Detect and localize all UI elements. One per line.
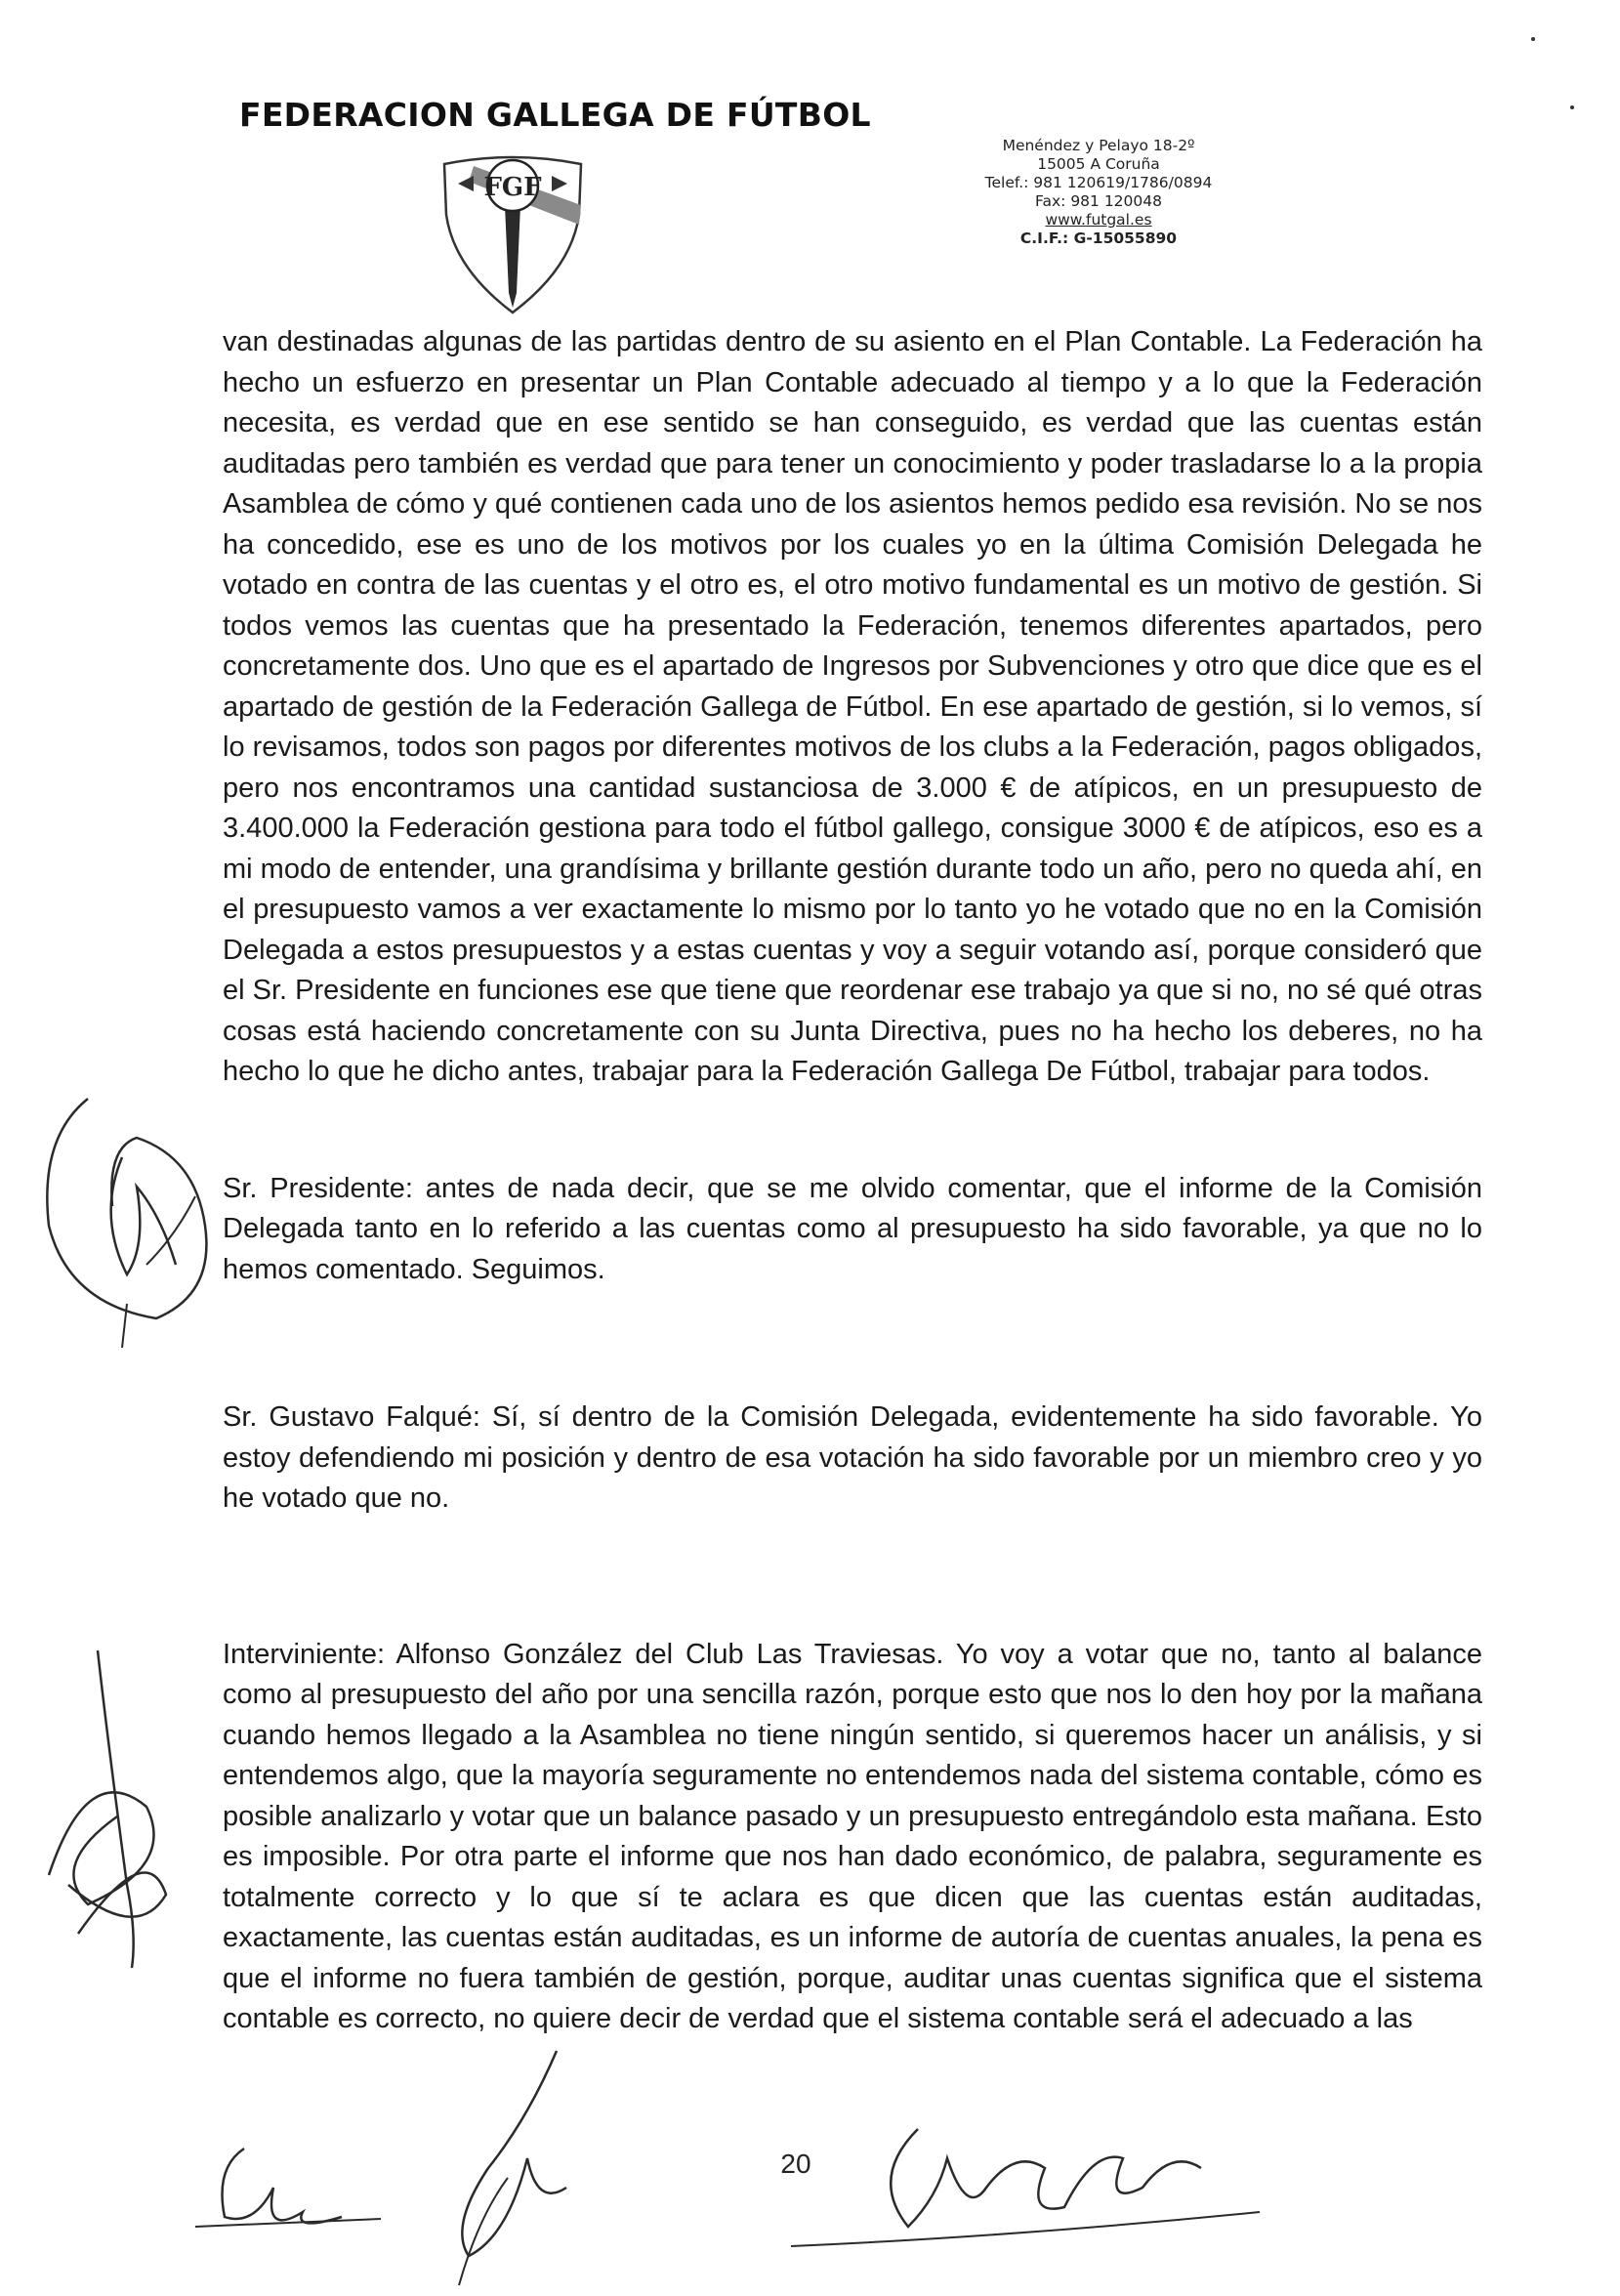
contact-cif: C.I.F.: G-15055890 [1019, 230, 1178, 247]
paragraph-interviniente: Interviniente: Alfonso González del Club Las Traviesas. Yo voy a votar que no, tanto al balance como al presupuesto del año por una sencilla razón, porque esto que nos lo den hoy por la mañana cuando hemos llegado a la Asamblea no tiene ningún sentido, si queremos hacer un análisis, y si entendemos algo, que la mayoría seguramente no entendemos nada del sistema contable, cómo es posible analizarlo y votar que un balance pasado y un presupuesto entregándolo esta mañana. Esto es imposible. Por otra parte el informe que nos han dado económico, de palabra, seguramente es totalmente correcto y lo que sí te aclara es que dicen que las cuentas están auditadas, exactamente, las cuentas están auditadas, es un informe de autoría de cuentas anuales, la pena es que el informe no fuera también de gestión, porque, auditar unas cuentas significa que el sistema contable es correcto, no quiere decir de verdad que el sistema contable será el adecuado a las [223, 1638, 1482, 2034]
contact-postal: 15005 A Coruña [1037, 155, 1160, 173]
margin-signature-middle [29, 1641, 225, 1973]
crest-shield-icon [435, 146, 591, 317]
contact-address: Menéndez y Pelayo 18-2º [1002, 137, 1195, 154]
contact-website-link[interactable]: www.futgal.es [1045, 211, 1152, 229]
page-number: 20 [780, 2149, 811, 2179]
paragraph-falque: Sr. Gustavo Falqué: Sí, sí dentro de la Comisión Delegada, evidentemente ha sido favorable. Yo estoy defendiendo mi posición y dentro de esa votación ha sido favorable por un miembro creo y yo he votado que no. [223, 1401, 1482, 1514]
contact-phone: Telef.: 981 120619/1786/0894 [984, 174, 1213, 191]
federation-crest-logo [435, 146, 591, 317]
contact-fax: Fax: 981 120048 [1035, 192, 1162, 210]
document-body [223, 322, 1482, 2040]
crest-monogram: FGF [483, 173, 542, 202]
paragraph-presidente: Sr. Presidente: antes de nada decir, que se me olvido comentar, que el informe de la Comisión Delegada tanto en lo referido a las cuentas como al presupuesto ha sido favorable, ya que no lo hemos comentado. Seguimos. [223, 1172, 1482, 1285]
footer-signature-center [410, 2041, 605, 2295]
organization-name: FEDERACION GALLEGA DE FÚTBOL [239, 96, 871, 134]
paragraph-continuation: van destinadas algunas de las partidas dentro de su asiento en el Plan Contable. La Federación ha hecho un esfuerzo en presentar un Plan Contable adecuado al tiempo y a lo que la Federación necesita, es verdad que en ese sentido se han conseguido, es verdad que las cuentas están auditadas pero también es verdad que para tener un conocimiento y poder trasladarse lo a la propia Asamblea de cómo y qué contienen cada uno de los asientos hemos pedido esa revisión. No se nos ha concedido, ese es uno de los motivos por los cuales yo en la última Comisión Delegada he votado en contra de las cuentas y el otro es, el otro motivo fundamental es un motivo de gestión. Si todos vemos las cuentas que ha presentado la Federación, tenemos diferentes apartados, pero concretamente dos. Uno que es el apartado de Ingresos por Subvenciones y otro que dice que es el apartado de gestión de la Federación Gallega de Fútbol. En ese apartado de gestión, si lo vemos, sí lo revisamos, todos son pagos por diferentes motivos de los clubs a la Federación, pagos obligados, pero nos encontramos una cantidad sustanciosa de 3.000 € de atípicos, en un presupuesto de 3.400.000 la Federación gestiona para todo el fútbol gallego, consigue 3000 € de atípicos, eso es a mi modo de entender, una grandísima y brillante gestión durante todo un año, pero no queda ahí, en el presupuesto vamos a ver exactamente lo mismo por lo tanto yo he votado que no en la Comisión Delegada a estos presupuestos y a estas cuentas y voy a seguir votando así, porque consideró que el Sr. Presidente en funciones ese que tiene que reordenar ese trabajo ya que si no, no sé qué otras cosas está haciendo concretamente con su Junta Directiva, pues no ha hecho los deberes, no ha hecho lo que he dicho antes, trabajar para la Federación Gallega De Fútbol, trabajar para todos. [223, 326, 1482, 1087]
footer-signature-right [771, 2090, 1279, 2266]
footer-signature-left [186, 2109, 400, 2246]
contact-block [923, 137, 1274, 248]
margin-signature-top [29, 1079, 225, 1353]
